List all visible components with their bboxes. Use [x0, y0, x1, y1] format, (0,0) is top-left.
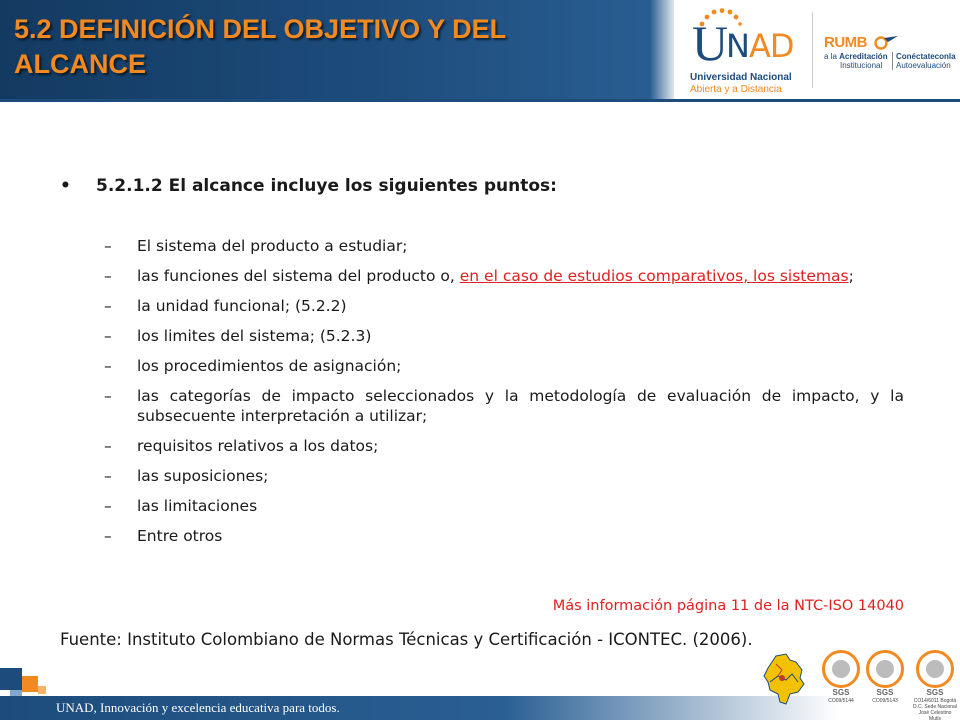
- header-divider: [812, 12, 813, 88]
- list-item: [104, 236, 904, 256]
- dash-icon: –: [104, 437, 112, 455]
- list-item-text: Entre otros: [137, 527, 223, 545]
- rumbo-logo-right1: Conéctateconla: [896, 52, 956, 61]
- slide-title: [14, 12, 654, 82]
- rumbo-logo-line1: [824, 52, 888, 61]
- certification-seal-icon: [866, 650, 904, 688]
- source-citation: Fuente: Instituto Colombiano de Normas Técnicas y Certificación - ICONTEC. (2006).: [60, 630, 753, 649]
- list-item: [104, 296, 904, 316]
- rumbo-logo-separator: [892, 52, 893, 70]
- dash-icon: –: [104, 497, 112, 515]
- list-item-text: las suposiciones;: [137, 467, 269, 485]
- footer-decor-square: [0, 668, 22, 690]
- certification-badge: [912, 650, 958, 722]
- main-bullet-heading: 5.2.1.2 El alcance incluye los siguientes puntos:: [96, 176, 557, 196]
- list-item: [104, 466, 904, 486]
- unad-logo-wordmark: [726, 27, 794, 65]
- unad-logo-u: U: [692, 15, 729, 71]
- list-item-text: los limites del sistema; (5.2.3): [137, 327, 372, 345]
- rumbo-logo-word: RUMB: [824, 34, 867, 51]
- comparative-studies-link[interactable]: en el caso de estudios comparativos, los sistemas: [459, 267, 849, 285]
- dash-icon: –: [104, 267, 112, 285]
- footer-decor-square: [22, 676, 38, 692]
- dash-icon: –: [104, 387, 112, 405]
- list-item-suffix: ;: [848, 267, 854, 285]
- slide-title-line1: 5.2 DEFINICIÓN DEL OBJETIVO Y DEL: [14, 14, 507, 44]
- unad-logo-line2: Abierta y a Distancia: [690, 84, 782, 95]
- certification-code: CO09/5143: [872, 698, 898, 704]
- footer-slogan: UNAD, Innovación y excelencia educativa para todos.: [56, 700, 340, 715]
- certification-badge: [862, 650, 908, 710]
- bullet-icon: •: [60, 176, 71, 196]
- header-rule: [0, 99, 960, 102]
- slide-header: [0, 0, 960, 100]
- rumbo-logo: [822, 30, 958, 74]
- certification-mark: SGS: [832, 688, 850, 697]
- certification-badge: [818, 650, 864, 710]
- dash-icon: –: [104, 237, 112, 255]
- unad-logo-line1: Universidad Nacional: [690, 72, 792, 83]
- list-item: [104, 436, 904, 456]
- certification-seal-icon: [916, 650, 954, 688]
- dash-icon: –: [104, 297, 112, 315]
- rumbo-logo-right2: Autoevaluación: [896, 61, 951, 70]
- list-item: [104, 496, 904, 516]
- more-info-link[interactable]: Más información página 11 de la NTC-ISO 14040: [552, 598, 904, 614]
- list-item: [104, 266, 904, 286]
- title-band: [0, 0, 674, 100]
- certification-code: CO09/5144: [828, 698, 854, 704]
- list-item-text: los procedimientos de asignación;: [137, 357, 402, 375]
- certification-seal-icon: [822, 650, 860, 688]
- list-item-text: requisitos relativos a los datos;: [137, 437, 379, 455]
- colombia-map-icon: [756, 652, 812, 708]
- certification-mark: SGS: [876, 688, 894, 697]
- slide-title-line2: ALCANCE: [14, 49, 146, 79]
- list-item-text: las categorías de impacto seleccionados y la metodología de evaluación de impacto, y la subsecuente interpretación a utilizar;: [137, 387, 904, 425]
- scope-points-list: [104, 236, 904, 556]
- list-item: [104, 326, 904, 346]
- list-item: [104, 526, 904, 546]
- list-item: [104, 386, 904, 426]
- rumbo-logo-line1-bold: Acreditación: [839, 52, 888, 61]
- rumbo-swoosh-icon: [874, 34, 900, 50]
- dash-icon: –: [104, 327, 112, 345]
- certification-mark: SGS: [926, 688, 944, 697]
- footer-decor-square: [38, 686, 46, 694]
- list-item-text: las limitaciones: [137, 497, 258, 515]
- unad-logo-n: N: [726, 27, 749, 65]
- dash-icon: –: [104, 467, 112, 485]
- unad-logo: [688, 4, 808, 96]
- list-item: [104, 356, 904, 376]
- rumbo-logo-line2: Institucional: [840, 61, 883, 70]
- certification-code: CO14/6011 Bogotá D.C. Sede Nacional José Celestino Mutis: [913, 698, 957, 722]
- dash-icon: –: [104, 527, 112, 545]
- list-item-text: El sistema del producto a estudiar;: [137, 237, 408, 255]
- list-item-text: la unidad funcional; (5.2.2): [137, 297, 347, 315]
- list-item-text: las funciones del sistema del producto o,: [137, 267, 460, 285]
- rumbo-logo-line1-prefix: a la: [824, 52, 840, 61]
- unad-logo-ad: AD: [748, 27, 794, 65]
- dash-icon: –: [104, 357, 112, 375]
